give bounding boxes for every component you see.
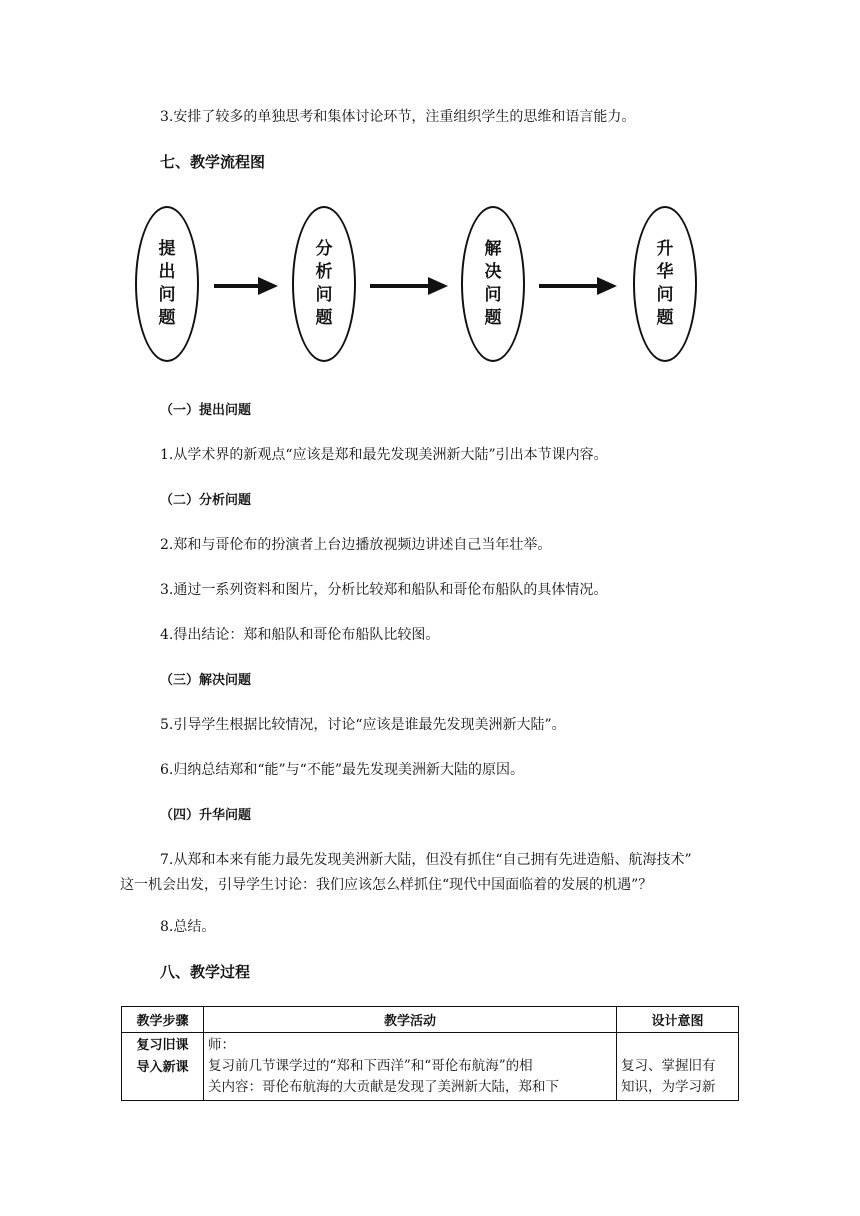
flow-node-char: 题 [158, 308, 176, 328]
part-3-item-6: 6.归纳总结郑和“能”与“不能”最先发现美洲新大陆的原因。 [160, 762, 524, 778]
section-8-heading: 八、教学过程 [160, 963, 251, 981]
flow-node-char: 问 [158, 285, 176, 305]
activity-line: 复习前几节课学过的“郑和下西洋”和“哥伦布航海”的相 [208, 1058, 533, 1074]
flow-node-elevate [633, 206, 697, 362]
flow-node-char: 升 [656, 239, 674, 259]
part-4-item-7-line-2: 这一机会出发，引导学生讨论：我们应该怎么样抓住“现代中国面临着的发展的机遇”？ [120, 877, 653, 893]
flow-node-char: 出 [158, 262, 176, 282]
table-row [122, 1033, 739, 1101]
part-2-item-4: 4.得出结论：郑和船队和哥伦布船队比较图。 [160, 627, 440, 643]
flow-node-char: 问 [484, 285, 502, 305]
flow-node-char: 解 [484, 239, 502, 259]
teaching-process-table [121, 1006, 739, 1101]
part-4-item-7-line-1: 7.从郑和本来有能力最先发现美洲新大陆，但没有抓住“自己拥有先进造船、航海技术” [160, 852, 692, 868]
flow-node-char: 题 [315, 308, 333, 328]
flow-node-char: 问 [656, 285, 674, 305]
part-2-heading: （二）分析问题 [160, 493, 252, 508]
flow-node-char: 题 [484, 308, 502, 328]
part-4-item-8: 8.总结。 [160, 919, 216, 935]
step-line: 复习旧课 [136, 1038, 189, 1053]
flow-arrow [214, 280, 278, 292]
flow-node-char: 决 [484, 262, 502, 282]
flow-node-char: 分 [315, 239, 333, 259]
flow-node-char: 提 [158, 239, 176, 259]
flow-node-char: 析 [315, 262, 333, 282]
header-activity: 教学活动 [204, 1007, 617, 1033]
flow-node-solve [461, 206, 525, 362]
activity-line: 关内容：哥伦布航海的大贡献是发现了美洲新大陆，郑和下 [208, 1079, 559, 1095]
header-step: 教学步骤 [122, 1007, 204, 1033]
item-3: 3.安排了较多的单独思考和集体讨论环节，注重组织学生的思维和语言能力。 [160, 109, 636, 125]
part-3-item-5: 5.引导学生根据比较情况，讨论“应该是谁最先发现美洲新大陆”。 [160, 717, 566, 733]
part-2-item-2: 2.郑和与哥伦布的扮演者上台边播放视频边讲述自己当年壮举。 [160, 537, 552, 553]
flow-node-char: 华 [656, 262, 674, 282]
section-7-heading: 七、教学流程图 [160, 153, 266, 171]
header-intent: 设计意图 [617, 1007, 739, 1033]
teaching-flowchart [120, 200, 720, 370]
part-3-heading: （三）解决问题 [160, 673, 252, 688]
intent-line: 复习、掌握旧有 [621, 1058, 716, 1074]
step-cell [122, 1033, 204, 1101]
step-line: 导入新课 [136, 1060, 189, 1075]
flow-node-propose [135, 206, 199, 362]
activity-cell [204, 1033, 617, 1101]
activity-line: 师： [208, 1037, 235, 1053]
flow-arrow [539, 280, 617, 292]
flow-node-char: 题 [656, 308, 674, 328]
intent-cell [617, 1033, 739, 1101]
flow-node-char: 问 [315, 285, 333, 305]
part-1-heading: （一）提出问题 [160, 403, 252, 418]
flow-node-analyze [292, 206, 356, 362]
flow-arrow [370, 280, 448, 292]
table-header-row [122, 1007, 739, 1033]
part-2-item-3: 3.通过一系列资料和图片，分析比较郑和船队和哥伦布船队的具体情况。 [160, 582, 608, 598]
part-4-heading: （四）升华问题 [160, 808, 252, 823]
intent-line: 知识，为学习新 [621, 1079, 716, 1095]
part-1-item-1: 1.从学术界的新观点“应该是郑和最先发现美洲新大陆”引出本节课内容。 [160, 447, 608, 463]
